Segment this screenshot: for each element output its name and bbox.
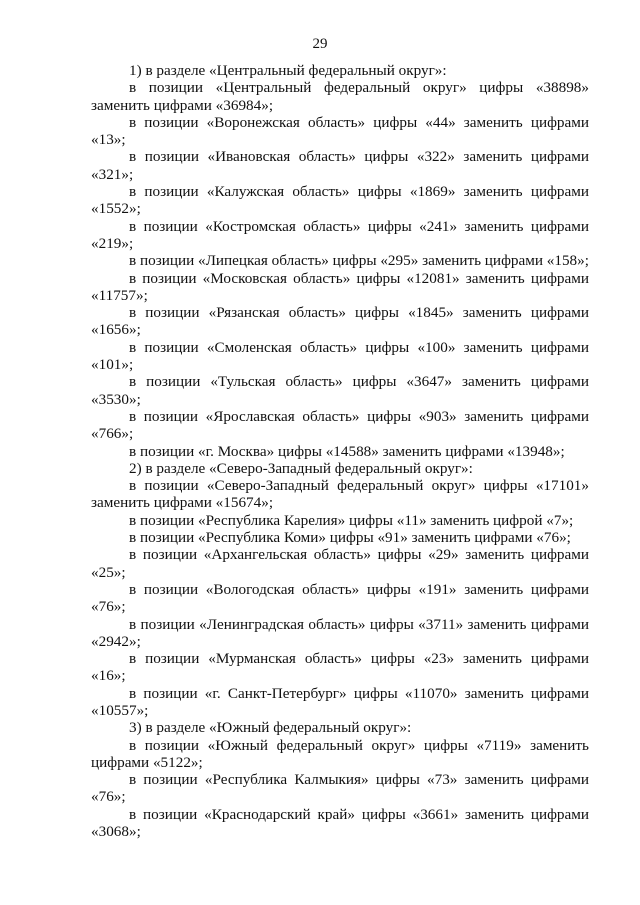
amendment-item: в позиции «Ленинградская область» цифры «3711» заменить цифрами «2942»; xyxy=(91,615,589,650)
amendment-item: в позиции «Рязанская область» цифры «1845» заменить цифрами «1656»; xyxy=(91,304,589,339)
amendment-item: в позиции «Краснодарский край» цифры «3661» заменить цифрами «3068»; xyxy=(91,805,589,841)
amendment-item: в позиции «Северо-Западный федеральный округ» цифры «17101» заменить цифрами «15674»; xyxy=(91,477,589,512)
amendment-item: в позиции «Республика Коми» цифры «91» заменить цифрами «76»; xyxy=(129,529,571,547)
amendment-item: в позиции «Московская область» цифры «12081» заменить цифрами «11757»; xyxy=(91,269,589,304)
amendment-item: в позиции «Ивановская область» цифры «322» заменить цифрами «321»; xyxy=(91,148,589,183)
amendment-item: в позиции «Липецкая область» цифры «295» заменить цифрами «158»; xyxy=(129,252,589,270)
section-heading-3: 3) в разделе «Южный федеральный округ»: xyxy=(129,719,412,737)
section-heading-1: 1) в разделе «Центральный федеральный округ»: xyxy=(129,62,447,79)
amendment-item: в позиции «г. Санкт-Петербург» цифры «11070» заменить цифрами «10557»; xyxy=(91,684,589,719)
amendment-item: в позиции «Республика Калмыкия» цифры «73» заменить цифрами «76»; xyxy=(91,771,589,806)
amendment-item: в позиции «Центральный федеральный округ» цифры «38898» заменить цифрами «36984»; xyxy=(91,79,589,114)
amendment-item: в позиции «Тульская область» цифры «3647» заменить цифрами «3530»; xyxy=(91,373,589,408)
amendment-item: в позиции «Смоленская область» цифры «100» заменить цифрами «101»; xyxy=(91,338,589,374)
amendment-item: в позиции «Калужская область» цифры «1869» заменить цифрами «1552»; xyxy=(91,183,589,218)
amendment-item: в позиции «Костромская область» цифры «241» заменить цифрами «219»; xyxy=(91,217,589,252)
amendment-item: в позиции «Мурманская область» цифры «23» заменить цифрами «16»; xyxy=(91,650,589,685)
section-heading-2: 2) в разделе «Северо-Западный федеральный округ»: xyxy=(129,459,473,477)
amendment-item: в позиции «Архангельская область» цифры «29» заменить цифрами «25»; xyxy=(91,546,589,581)
amendment-item: в позиции «Вологодская область» цифры «191» заменить цифрами «76»; xyxy=(91,580,589,616)
amendment-item: в позиции «г. Москва» цифры «14588» заменить цифрами «13948»; xyxy=(129,442,565,460)
page-number: 29 xyxy=(312,36,328,52)
amendment-item: в позиции «Южный федеральный округ» цифры «7119» заменить цифрами «5122»; xyxy=(91,736,589,771)
amendment-item: в позиции «Республика Карелия» цифры «11» заменить цифрой «7»; xyxy=(129,511,574,529)
document-body xyxy=(91,62,589,840)
amendment-item: в позиции «Ярославская область» цифры «903» заменить цифрами «766»; xyxy=(91,407,589,443)
amendment-item: в позиции «Воронежская область» цифры «44» заменить цифрами «13»; xyxy=(91,113,589,149)
